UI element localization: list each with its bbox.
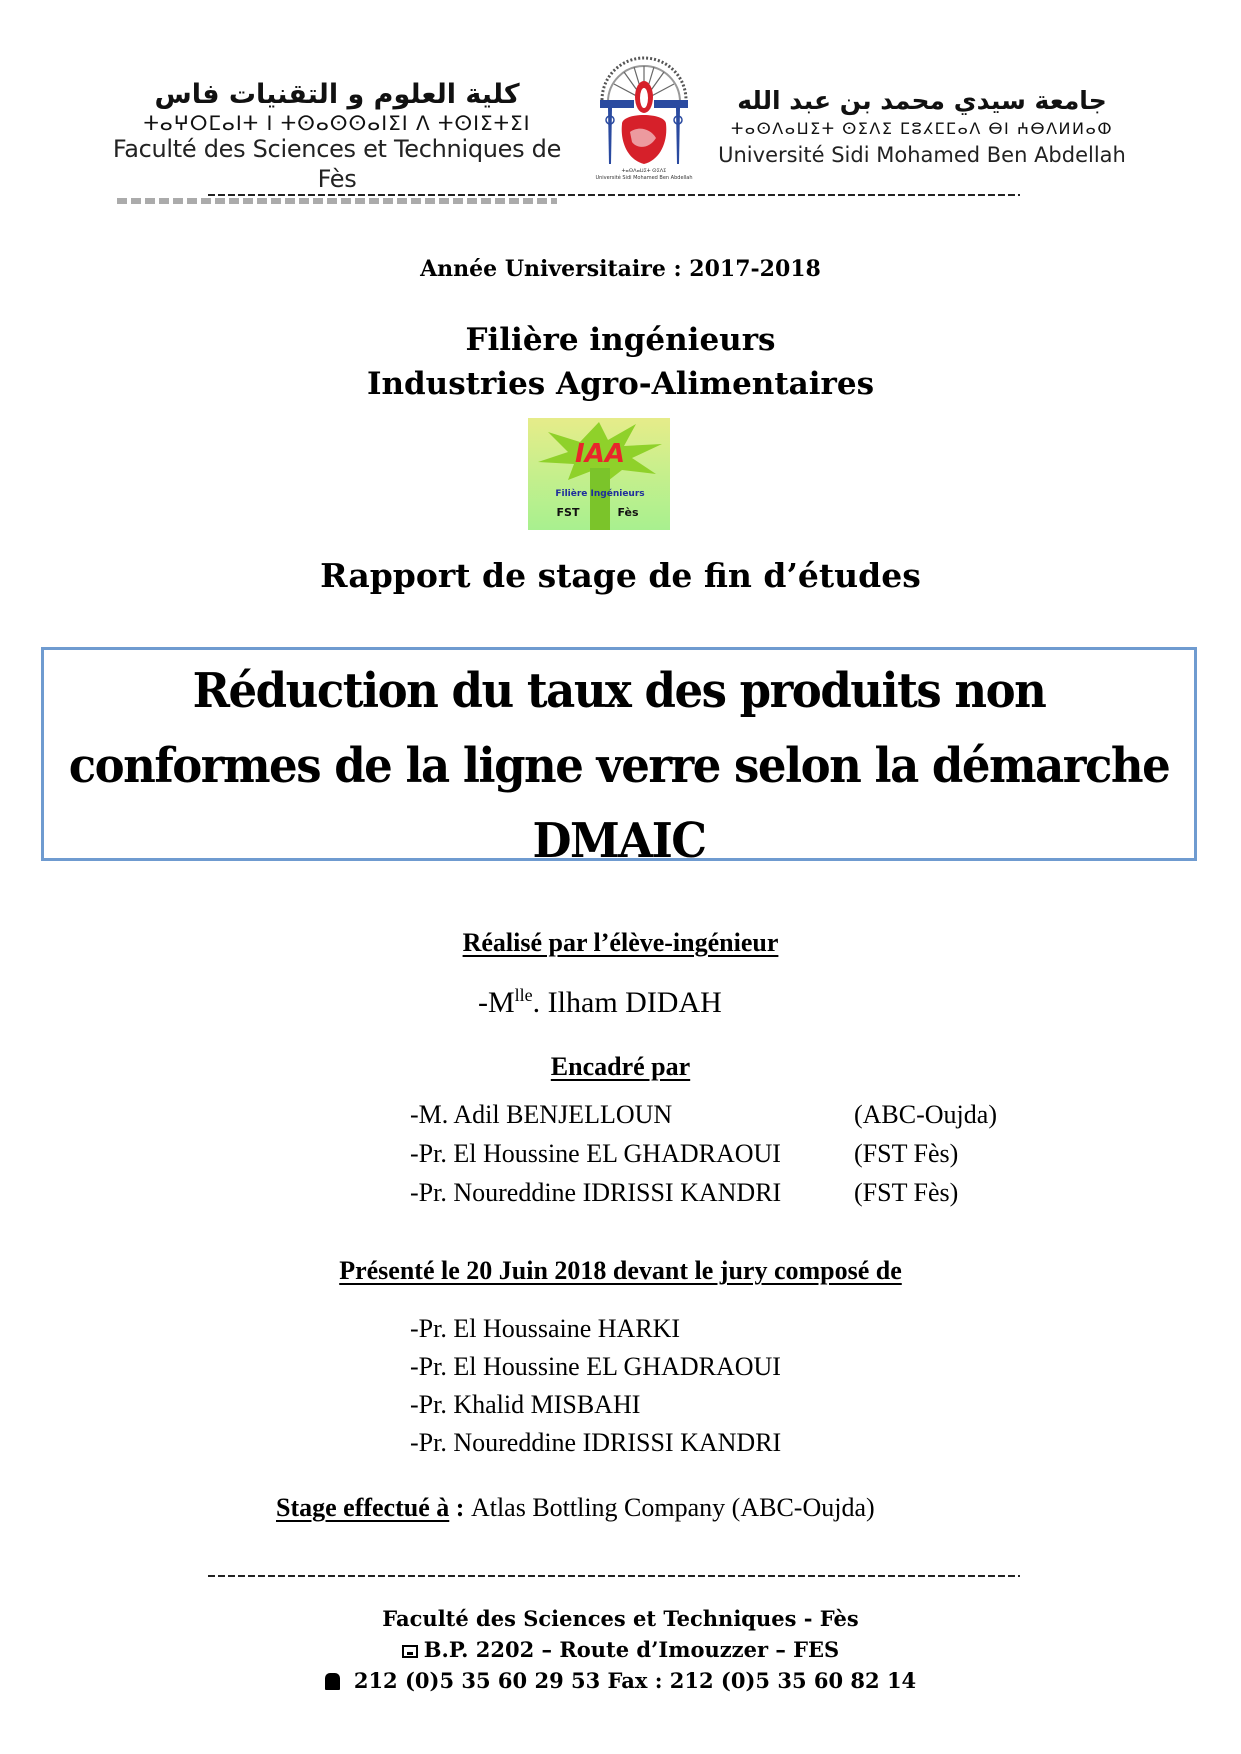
faculty-underline-decoration: [117, 198, 557, 204]
svg-text:Filière Ingénieurs: Filière Ingénieurs: [555, 489, 645, 499]
phone-icon: [325, 1673, 340, 1690]
iaa-program-logo: [528, 418, 670, 530]
footer-institution: Faculté des Sciences et Techniques - Fès: [382, 1606, 859, 1631]
footer-phone: 212 (0)5 35 60 29 53 Fax : 212 (0)5 35 60 82 14: [0, 1665, 1241, 1696]
faculty-name-arabic: كلية العلوم و التقنيات فاس: [154, 79, 520, 110]
mailbox-icon: [402, 1645, 418, 1658]
header-separator: [208, 194, 1020, 196]
jury-member: -Pr. El Houssaine HARKI: [410, 1314, 681, 1343]
supervisor-row: -M. Adil BENJELLOUN (ABC-Oujda): [410, 1100, 997, 1129]
university-seal-logo: [594, 42, 694, 182]
footer-separator: [208, 1575, 1020, 1577]
internship-label: Stage effectué à: [276, 1493, 450, 1522]
jury-heading: Présenté le 20 Juin 2018 devant le jury composé de: [339, 1256, 902, 1285]
supervisors-heading: Encadré par: [550, 1052, 691, 1081]
program-title: [0, 318, 1241, 406]
report-title-line-1: Réduction du taux des produits non: [192, 662, 1046, 719]
svg-text:Université Sidi Mohamed Ben Ab: Université Sidi Mohamed Ben Abdellah: [595, 175, 693, 181]
program-line-1: Filière ingénieurs: [465, 322, 776, 358]
author-name: $-M^{lle}$. Ilham DIDAH: [478, 985, 722, 1019]
university-name-french: Université Sidi Mohamed Ben Abdellah: [718, 143, 1126, 167]
svg-text:IAA: IAA: [575, 439, 625, 469]
report-title-box: [41, 647, 1197, 869]
author-heading: Réalisé par l’élève-ingénieur: [462, 928, 779, 957]
seal-emblem-icon: [594, 42, 694, 182]
palm-star-icon: [528, 418, 670, 530]
academic-year: Année Universitaire : 2017-2018: [420, 256, 821, 282]
footer-address: B.P. 2202 – Route d’Imouzzer – FES: [0, 1634, 1241, 1665]
internship-company: Atlas Bottling Company (ABC-Oujda): [470, 1493, 875, 1522]
svg-text:ⵜⴰⵙⴷⴰⵡⵉⵜ ⵙⵉⴷⵉ: ⵜⴰⵙⴷⴰⵡⵉⵜ ⵙⵉⴷⵉ: [621, 168, 667, 174]
jury-member: -Pr. Noureddine IDRISSI KANDRI: [410, 1428, 782, 1457]
svg-text:Fès: Fès: [617, 506, 639, 519]
footer-contact: [0, 1603, 1241, 1696]
internship-location: Stage effectué à : Atlas Bottling Company (ABC-Oujda): [276, 1493, 875, 1522]
university-header: [712, 84, 1132, 170]
jury-member: -Pr. Khalid MISBAHI: [410, 1390, 641, 1419]
report-title-line-3: DMAIC: [532, 812, 706, 869]
jury-member: -Pr. El Houssine EL GHADRAOUI: [410, 1352, 781, 1381]
faculty-header: [112, 78, 562, 204]
supervisor-row: -Pr. El Houssine EL GHADRAOUI (FST Fès): [410, 1139, 959, 1168]
supervisor-row: -Pr. Noureddine IDRISSI KANDRI (FST Fès): [410, 1178, 959, 1207]
university-name-arabic: جامعة سيدي محمد بن عبد الله: [737, 86, 1107, 115]
faculty-name-tifinagh: ⵜⴰⵖⵔⵎⴰⵏⵜ ⵏ ⵜⵙⴰⵙⵙⴰⵏⵉⵏ ⴷ ⵜⵙⵏⵉⵜⵉⵏ: [143, 111, 531, 135]
faculty-name-french: Faculté des Sciences et Techniques de Fès: [112, 135, 562, 193]
program-line-2: Industries Agro-Alimentaires: [366, 366, 875, 402]
report-title-line-2: conformes de la ligne verre selon la démarche: [68, 737, 1170, 794]
university-name-tifinagh: ⵜⴰⵙⴷⴰⵡⵉⵜ ⵙⵉⴷⵉ ⵎⵓⵃⵎⵎⴰⴷ ⴱⵏ ⵄⴱⴷⵍⵍⴰⵀ: [730, 119, 1114, 138]
report-type: Rapport de stage de fin d’études: [320, 556, 921, 595]
svg-text:FST: FST: [556, 506, 580, 519]
